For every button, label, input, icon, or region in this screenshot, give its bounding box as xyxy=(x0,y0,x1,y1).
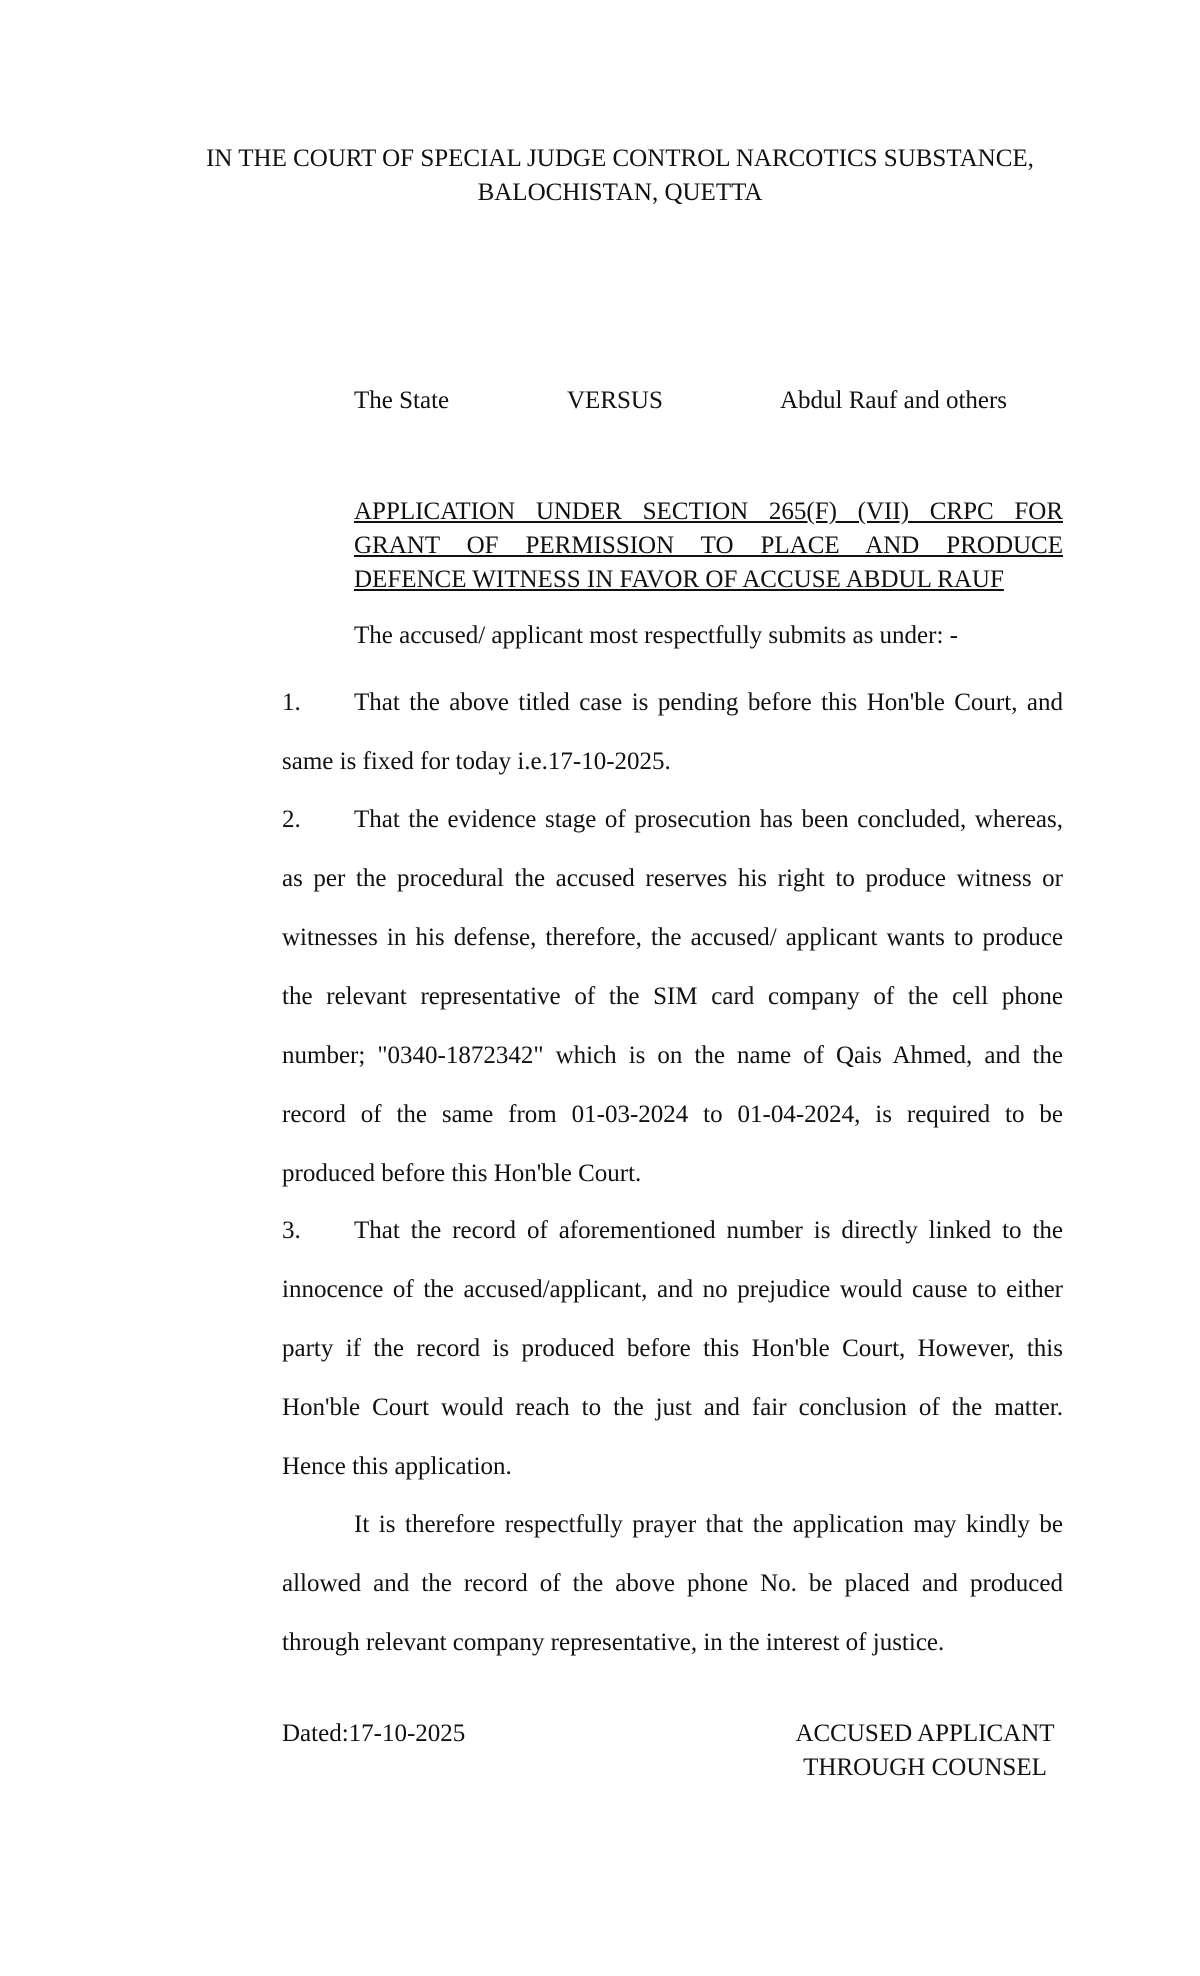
paragraph-1 xyxy=(282,673,1063,791)
signatory-line-2: THROUGH COUNSEL xyxy=(803,1754,1047,1781)
versus-label: VERSUS xyxy=(567,387,663,414)
paragraph-2 xyxy=(282,790,1063,1203)
court-heading-line-2: BALOCHISTAN, QUETTA xyxy=(477,179,763,206)
paragraph-text: That the above titled case is pending before this Hon'ble Court, and same is fixed for today i.e.17-10-2025. xyxy=(282,689,1063,775)
intro-text: The accused/ applicant most respectfully submits as under: - xyxy=(354,622,958,649)
party-plaintiff: The State xyxy=(354,387,450,414)
application-title-line-1: APPLICATION UNDER SECTION 265(F) (VII) CRPC FOR xyxy=(354,498,1063,525)
party-defendant: Abdul Rauf and others xyxy=(780,387,1008,414)
paragraph-number: 3. xyxy=(282,1217,301,1244)
paragraph-text: That the evidence stage of prosecution has been concluded, whereas, as per the procedural the accused reserves his right to produce witness or witnesses in his defense, therefore, the accused/ applicant wants to produce the relevant representative of the SIM card company of the cell phone number; "0340-1872342" which is on the name of Qais Ahmed, and the record of the same from 01-03-2024 to 01-04-2024, is required to be produced before this Hon'ble Court. xyxy=(282,806,1063,1187)
paragraph-text: That the record of aforementioned number is directly linked to the innocence of the accused/applicant, and no prejudice would cause to either party if the record is produced before this Hon'ble Court, However, this Hon'ble Court would reach to the just and fair conclusion of the matter. Hence this application. xyxy=(282,1217,1063,1480)
application-title-line-2: GRANT OF PERMISSION TO PLACE AND PRODUCE xyxy=(354,532,1063,559)
court-heading-line-1: IN THE COURT OF SPECIAL JUDGE CONTROL NARCOTICS SUBSTANCE, xyxy=(206,145,1034,172)
application-title xyxy=(354,495,1063,597)
paragraph-number: 2. xyxy=(282,806,301,833)
prayer-paragraph: It is therefore respectfully prayer that the application may kindly be allowed and the record of the above phone No. be placed and produced through relevant company representative, in the interest of justice. xyxy=(282,1511,1063,1656)
signatory-line-1: ACCUSED APPLICANT xyxy=(795,1720,1055,1747)
application-title-line-3: DEFENCE WITNESS IN FAVOR OF ACCUSE ABDUL RAUF xyxy=(354,566,1004,593)
dated-label: Dated:17-10-2025 xyxy=(282,1720,466,1747)
paragraph-3 xyxy=(282,1201,1063,1496)
paragraph-number: 1. xyxy=(282,689,301,716)
